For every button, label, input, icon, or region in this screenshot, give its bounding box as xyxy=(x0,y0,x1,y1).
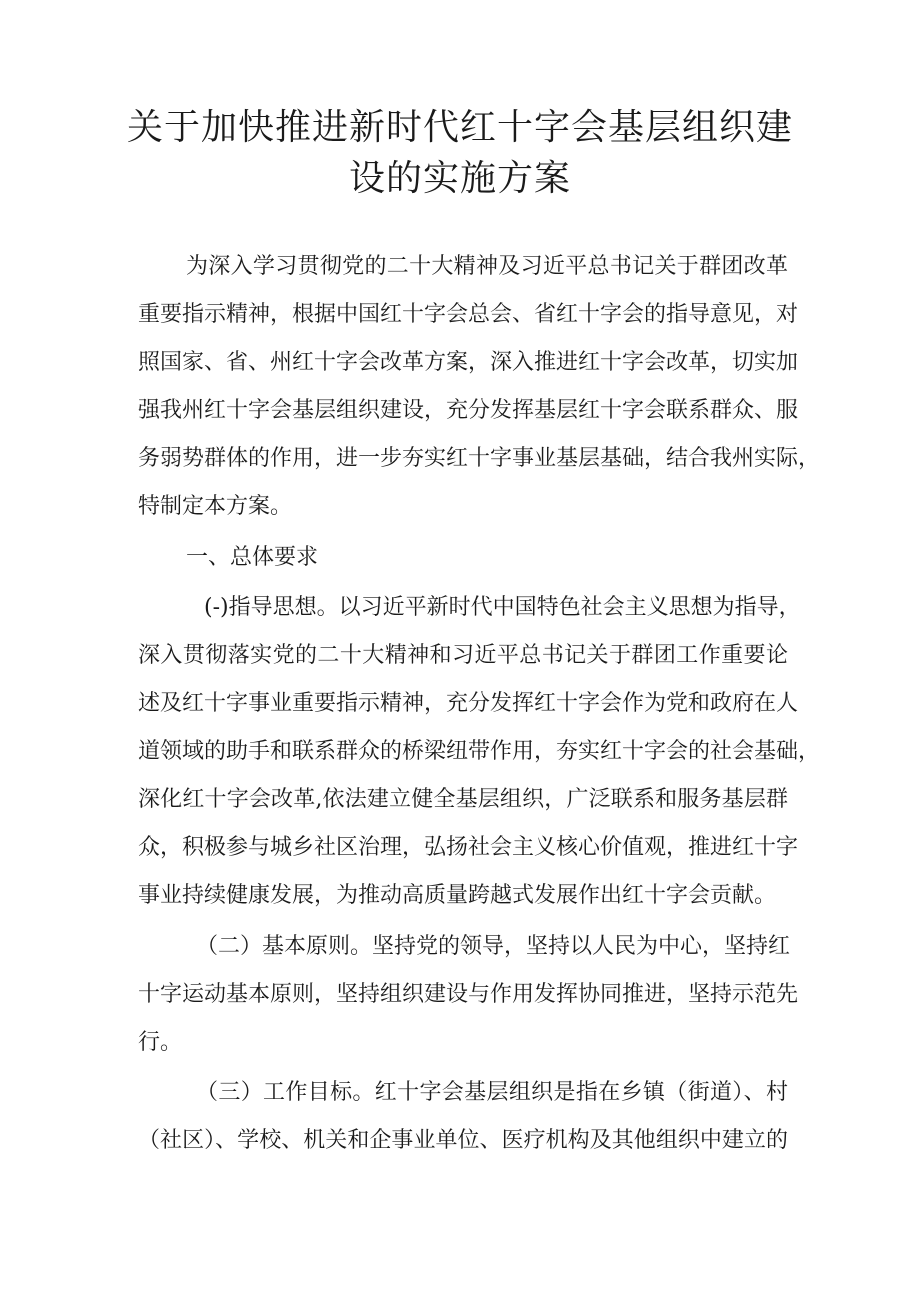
paragraph-line: 务弱势群体的作用，进一步夯实红十字事业基层基础，结合我州实际， xyxy=(138,446,821,471)
paragraph-line: 述及红十字事业重要指示精神，充分发挥红十字会作为党和政府在人 xyxy=(138,691,799,716)
paragraph-line: 道领域的助手和联系群众的桥梁纽带作用，夯实红十字会的社会基础， xyxy=(138,739,821,764)
paragraph-line: （三）工作目标。红十字会基层组织是指在乡镇（街道）、村 xyxy=(196,1080,788,1105)
paragraph-line: 为深入学习贯彻党的二十大精神及习近平总书记关于群团改革 xyxy=(186,254,788,279)
paragraph-line: 十字运动基本原则，坚持组织建设与作用发挥协同推进，坚持示范先 xyxy=(138,982,799,1007)
paragraph-line: 强我州红十字会基层组织建设，充分发挥基层红十字会联系群众、服 xyxy=(138,398,799,423)
paragraph-line: 特制定本方案。 xyxy=(138,494,293,519)
paragraph-line: 重要指示精神，根据中国红十字会总会、省红十字会的指导意见，对 xyxy=(138,302,799,327)
paragraph-line: (-)指导思想。以习近平新时代中国特色社会主义思想为指导， xyxy=(204,595,801,620)
paragraph-line: 行。 xyxy=(138,1030,183,1055)
paragraph-line: 深入贯彻落实党的二十大精神和习近平总书记关于群团工作重要论 xyxy=(138,643,788,668)
paragraph-line: 照国家、省、州红十字会改革方案，深入推进红十字会改革，切实加 xyxy=(138,350,799,375)
section-heading: 一、总体要求 xyxy=(186,545,319,570)
paragraph-line: （社区）、学校、机关和企事业单位、医疗机构及其他组织中建立的 xyxy=(138,1128,788,1153)
paragraph-line: （二）基本原则。坚持党的领导，坚持以人民为中心，坚持红 xyxy=(196,934,791,959)
document-title-line-2: 设的实施方案 xyxy=(348,158,571,199)
paragraph-line: 事业持续健康发展，为推动高质量跨越式发展作出红十字会贡献。 xyxy=(138,883,777,908)
paragraph-line: 深化红十字会改革,依法建立健全基层组织，广泛联系和服务基层群 xyxy=(138,787,788,812)
document-title-line-1: 关于加快推进新时代红十字会基层组织建 xyxy=(126,107,793,148)
paragraph-line: 众，积极参与城乡社区治理，弘扬社会主义核心价值观，推进红十字 xyxy=(138,835,799,860)
